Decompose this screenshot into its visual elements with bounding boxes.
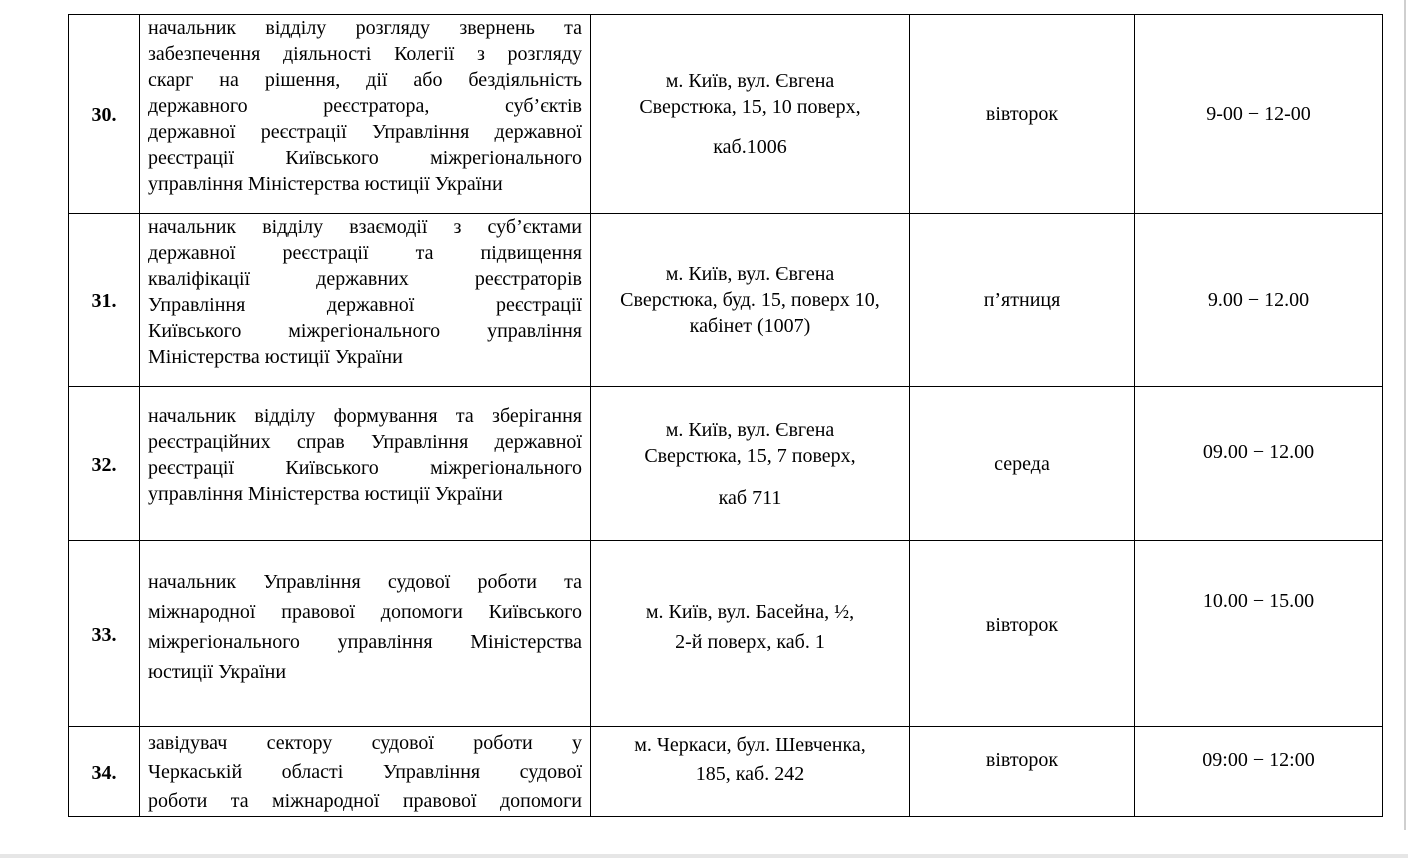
address-line: каб 711 (718, 486, 782, 509)
address-cell (591, 541, 910, 727)
position-line: кваліфікації державних реєстраторів (148, 268, 582, 290)
address-line: кабінет (1007) (689, 315, 811, 337)
reception-time: 9-00 − 12-00 (1135, 15, 1383, 214)
address-line: Сверстюка, 15, 7 поверх, (644, 444, 856, 467)
row-number: 31. (69, 214, 140, 387)
position-line: Міністерства юстиції України (148, 346, 403, 368)
table-row (69, 387, 1383, 541)
position-line: міжнародної правової допомоги Київського (148, 601, 582, 623)
address-line: м. Черкаси, бул. Шевченка, (634, 734, 866, 756)
reception-day: вівторок (910, 727, 1135, 817)
position-line: реєстрації Київського міжрегіонального (148, 457, 582, 479)
position-line: начальник відділу розгляду звернень та (148, 17, 582, 39)
row-number: 34. (69, 727, 140, 817)
position-line: завідувач сектору судової роботи у (148, 732, 582, 754)
address-cell (591, 214, 910, 387)
position-line: роботи та міжнародної правової допомоги (148, 790, 582, 812)
reception-time: 09.00 − 12.00 (1135, 387, 1383, 541)
position-line: реєстрації Київського міжрегіонального (148, 147, 582, 169)
position-line: начальник відділу формування та зберігання (148, 405, 582, 427)
reception-day: вівторок (910, 541, 1135, 727)
position-cell (140, 214, 591, 387)
position-line: Київського міжрегіонального управління (148, 320, 582, 342)
position-line: державного реєстратора, суб’єктів (148, 95, 582, 117)
address-line: Сверстюка, 15, 10 поверх, (639, 96, 861, 118)
reception-time: 9.00 − 12.00 (1135, 214, 1383, 387)
reception-day: вівторок (910, 15, 1135, 214)
address-line: 185, каб. 242 (695, 763, 805, 785)
position-cell (140, 387, 591, 541)
table-row (69, 214, 1383, 387)
address-line: м. Київ, вул. Євгена (665, 263, 835, 285)
position-line: державної реєстрації та підвищення (148, 242, 582, 264)
reception-time: 10.00 − 15.00 (1135, 541, 1383, 727)
address-line: м. Київ, вул. Басейна, ½, (645, 601, 855, 623)
row-number: 32. (69, 387, 140, 541)
address-cell (591, 15, 910, 214)
position-line: начальник Управління судової роботи та (148, 571, 582, 593)
reception-day: середа (910, 387, 1135, 541)
row-number: 30. (69, 15, 140, 214)
address-line: каб.1006 (713, 136, 787, 158)
table-row (69, 727, 1383, 817)
position-cell (140, 15, 591, 214)
row-number: 33. (69, 541, 140, 727)
position-line: юстиції України (148, 661, 287, 683)
position-line: Управління державної реєстрації (148, 294, 582, 316)
position-line: управління Міністерства юстиції України (148, 173, 503, 195)
address-line: м. Київ, вул. Євгена (665, 70, 835, 92)
reception-schedule-table (68, 14, 1383, 817)
position-line: міжрегіонального управління Міністерства (148, 631, 582, 653)
position-line: забезпечення діяльності Колегії з розгляду (148, 43, 582, 65)
position-line: управління Міністерства юстиції України (148, 483, 503, 505)
position-cell (140, 727, 591, 817)
address-cell (591, 387, 910, 541)
position-cell (140, 541, 591, 727)
position-line: реєстраційних справ Управління державної (148, 431, 582, 453)
address-line: Сверстюка, буд. 15, поверх 10, (620, 289, 880, 311)
page-right-edge (1404, 0, 1406, 830)
table-row (69, 15, 1383, 214)
page-bottom-edge (0, 854, 1408, 858)
position-line: начальник відділу взаємодії з суб’єктами (148, 216, 582, 238)
reception-time: 09:00 − 12:00 (1135, 727, 1383, 817)
position-line: скарг на рішення, дії або бездіяльність (148, 69, 582, 91)
reception-day: п’ятниця (910, 214, 1135, 387)
table-row (69, 541, 1383, 727)
position-line: Черкаській області Управління судової (148, 761, 582, 783)
address-line: 2-й поверх, каб. 1 (675, 631, 825, 653)
address-cell (591, 727, 910, 817)
position-line: державної реєстрації Управління державної (148, 121, 582, 143)
address-line: м. Київ, вул. Євгена (665, 418, 835, 441)
